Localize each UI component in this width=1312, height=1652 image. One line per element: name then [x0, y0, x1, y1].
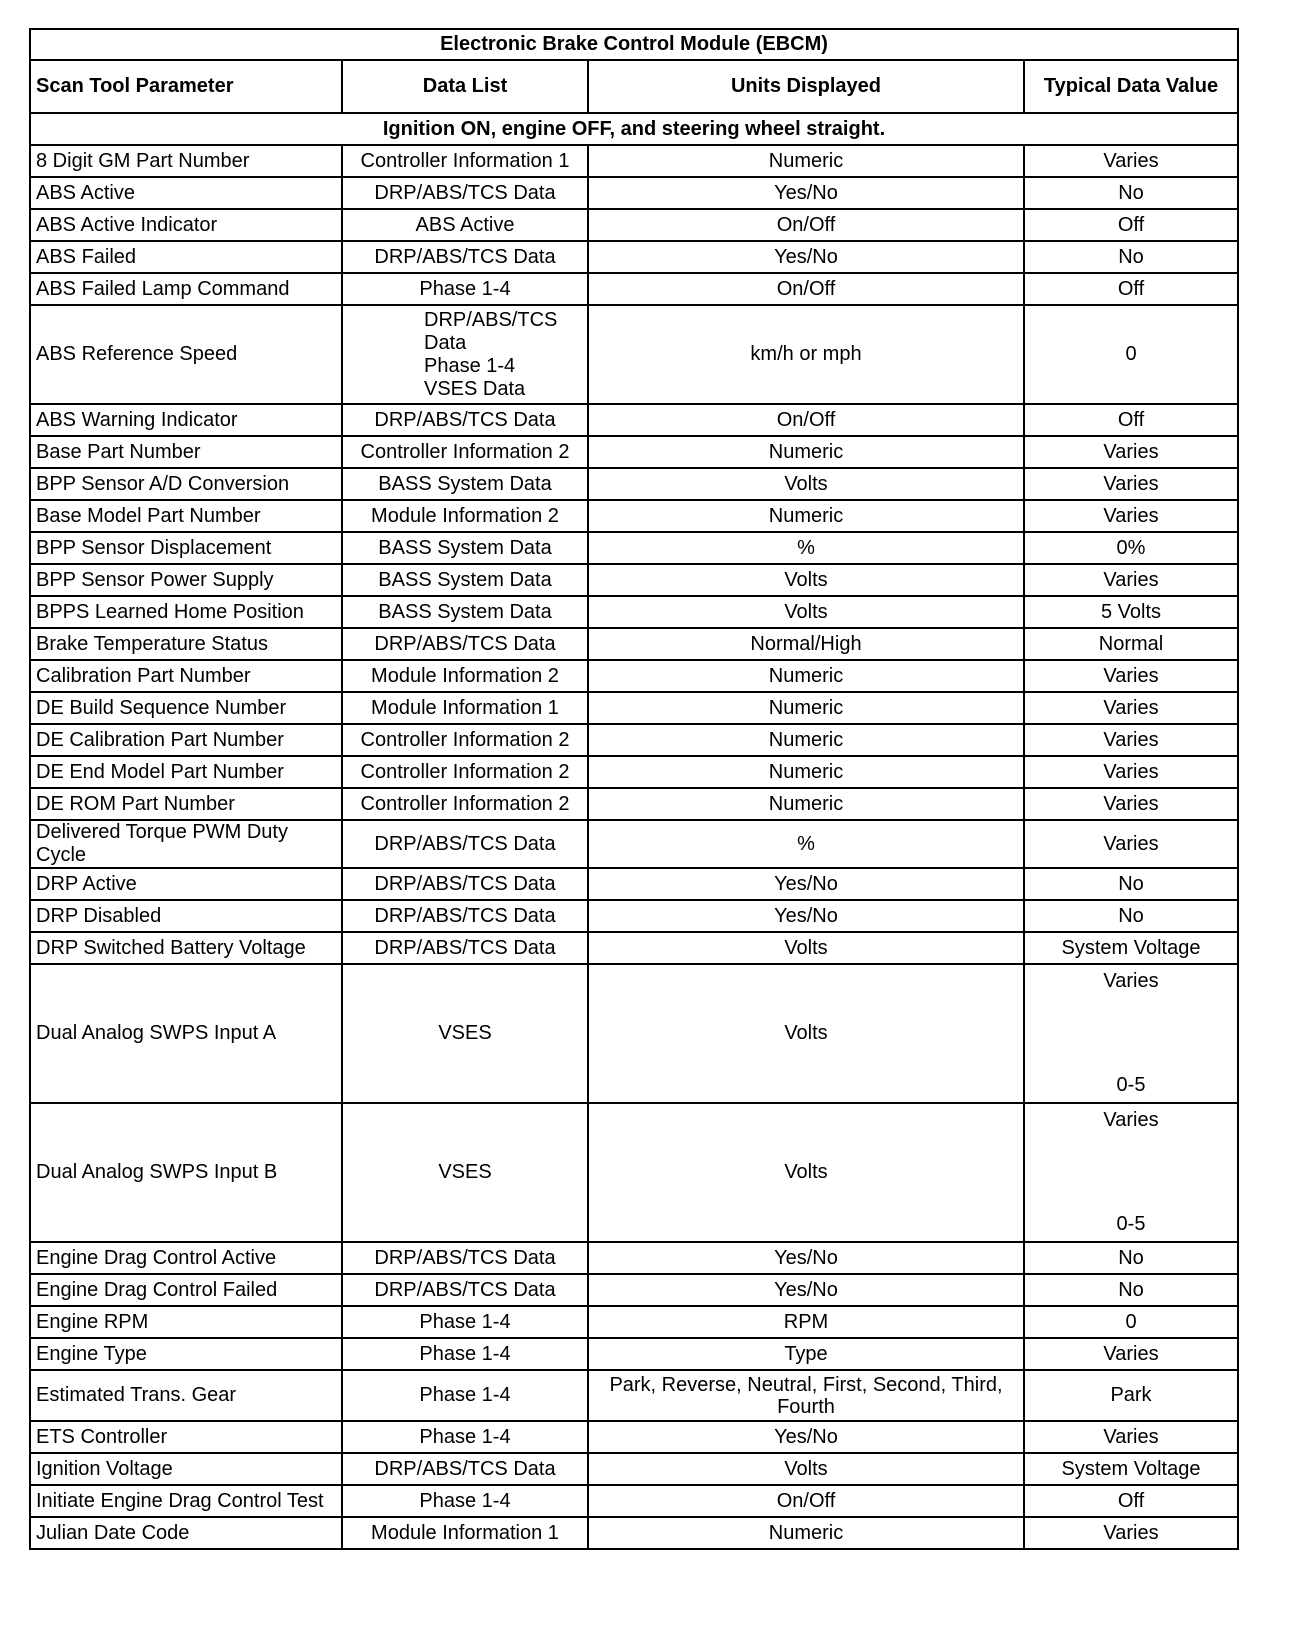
cell-units: Numeric [588, 692, 1024, 724]
table-row [30, 1103, 1238, 1242]
cell-param: DRP Switched Battery Voltage [30, 932, 342, 964]
cell-param: ETS Controller [30, 1421, 342, 1453]
cell-units: Park, Reverse, Neutral, First, Second, Third, Fourth [588, 1370, 1024, 1421]
cell-data-list: BASS System Data [342, 468, 588, 500]
cell-units: % [588, 532, 1024, 564]
cell-param: ABS Active [30, 177, 342, 209]
cell-units: Yes/No [588, 1274, 1024, 1306]
table-row [30, 964, 1238, 1103]
table-row [30, 1370, 1238, 1421]
cell-param: ABS Failed [30, 241, 342, 273]
cell-data-list: Controller Information 2 [342, 756, 588, 788]
table-row [30, 900, 1238, 932]
cell-value: Varies [1024, 145, 1238, 177]
table-row [30, 932, 1238, 964]
cell-data-list: DRP/ABS/TCS Data [342, 241, 588, 273]
cell-value: Varies [1024, 756, 1238, 788]
cell-param: 8 Digit GM Part Number [30, 145, 342, 177]
cell-value: Park [1024, 1370, 1238, 1421]
table-title: Electronic Brake Control Module (EBCM) [30, 29, 1238, 60]
header-typical-data-value: Typical Data Value [1024, 60, 1238, 113]
cell-data-list: DRP/ABS/TCS Data [342, 404, 588, 436]
condition-row [30, 113, 1238, 145]
cell-units: RPM [588, 1306, 1024, 1338]
cell-param: Engine RPM [30, 1306, 342, 1338]
table-row [30, 1421, 1238, 1453]
data-list-line: VSES Data [424, 377, 526, 400]
table-row [30, 532, 1238, 564]
cell-data-list: Module Information 2 [342, 500, 588, 532]
cell-param: Base Model Part Number [30, 500, 342, 532]
table-row [30, 273, 1238, 305]
table-row [30, 1485, 1238, 1517]
cell-param: DRP Active [30, 868, 342, 900]
cell-value: 0 [1024, 305, 1238, 404]
cell-value: No [1024, 1274, 1238, 1306]
table-row [30, 564, 1238, 596]
cell-units: Type [588, 1338, 1024, 1370]
cell-value: Varies [1024, 820, 1238, 868]
header-scan-tool-parameter: Scan Tool Parameter [30, 60, 342, 113]
table-row [30, 724, 1238, 756]
cell-units: On/Off [588, 209, 1024, 241]
cell-units: Numeric [588, 660, 1024, 692]
table-title-row [30, 29, 1238, 60]
cell-value: Off [1024, 1485, 1238, 1517]
cell-value: Varies [1024, 1338, 1238, 1370]
cell-data-list: Controller Information 2 [342, 436, 588, 468]
cell-value: Off [1024, 209, 1238, 241]
table-row [30, 404, 1238, 436]
cell-data-list: BASS System Data [342, 564, 588, 596]
cell-data-list: DRP/ABS/TCS Data [342, 868, 588, 900]
cell-units: Yes/No [588, 868, 1024, 900]
table-row [30, 756, 1238, 788]
cell-param: Engine Drag Control Failed [30, 1274, 342, 1306]
cell-param: BPP Sensor A/D Conversion [30, 468, 342, 500]
cell-data-list: Phase 1-4 [342, 1370, 588, 1421]
cell-units: km/h or mph [588, 305, 1024, 404]
table-row [30, 1242, 1238, 1274]
table-row [30, 500, 1238, 532]
cell-data-list: Controller Information 1 [342, 145, 588, 177]
cell-units: Numeric [588, 145, 1024, 177]
cell-data-list: DRP/ABS/TCS Data [342, 932, 588, 964]
ebcm-table-container [29, 28, 1237, 1550]
table-row [30, 209, 1238, 241]
data-list-line: Data [424, 331, 467, 354]
cell-units: Volts [588, 468, 1024, 500]
cell-value: System Voltage [1024, 932, 1238, 964]
cell-units: Volts [588, 596, 1024, 628]
cell-data-list: DRP/ABS/TCS Data [342, 820, 588, 868]
cell-units: % [588, 820, 1024, 868]
cell-units: Volts [588, 932, 1024, 964]
cell-value: Normal [1024, 628, 1238, 660]
table-row [30, 596, 1238, 628]
cell-data-list: Phase 1-4 [342, 1421, 588, 1453]
table-row [30, 1274, 1238, 1306]
cell-units: Volts [588, 1103, 1024, 1242]
table-row [30, 1453, 1238, 1485]
cell-units: On/Off [588, 1485, 1024, 1517]
cell-units: Yes/No [588, 177, 1024, 209]
cell-param: Estimated Trans. Gear [30, 1370, 342, 1421]
cell-value: 5 Volts [1024, 596, 1238, 628]
cell-units: Normal/High [588, 628, 1024, 660]
cell-data-list: VSES [342, 1103, 588, 1242]
cell-units: Numeric [588, 756, 1024, 788]
table-row [30, 305, 1238, 404]
cell-param: BPP Sensor Displacement [30, 532, 342, 564]
cell-units: Volts [588, 564, 1024, 596]
cell-data-list: BASS System Data [342, 596, 588, 628]
cell-value: 0 [1024, 1306, 1238, 1338]
cell-param: Initiate Engine Drag Control Test [30, 1485, 342, 1517]
cell-units: Numeric [588, 788, 1024, 820]
table-row [30, 788, 1238, 820]
cell-param: Brake Temperature Status [30, 628, 342, 660]
cell-param: Engine Type [30, 1338, 342, 1370]
cell-units: Volts [588, 964, 1024, 1103]
cell-units: Yes/No [588, 1421, 1024, 1453]
cell-param: ABS Failed Lamp Command [30, 273, 342, 305]
cell-data-list: Controller Information 2 [342, 724, 588, 756]
header-units-displayed: Units Displayed [588, 60, 1024, 113]
cell-value [1024, 964, 1238, 1103]
cell-value: Varies [1024, 1517, 1238, 1549]
cell-value: No [1024, 177, 1238, 209]
cell-value: Varies [1024, 724, 1238, 756]
cell-units: Numeric [588, 1517, 1024, 1549]
cell-param: Dual Analog SWPS Input B [30, 1103, 342, 1242]
cell-param: BPPS Learned Home Position [30, 596, 342, 628]
data-list-line: Phase 1-4 [424, 354, 516, 377]
cell-value: System Voltage [1024, 1453, 1238, 1485]
cell-value: Off [1024, 273, 1238, 305]
cell-value: Varies [1024, 564, 1238, 596]
table-row [30, 177, 1238, 209]
table-row [30, 1517, 1238, 1549]
table-row [30, 241, 1238, 273]
header-row [30, 60, 1238, 113]
cell-data-list: Phase 1-4 [342, 1306, 588, 1338]
cell-value: Varies [1024, 1421, 1238, 1453]
cell-param: Engine Drag Control Active [30, 1242, 342, 1274]
cell-param: ABS Warning Indicator [30, 404, 342, 436]
cell-data-list: ABS Active [342, 209, 588, 241]
cell-data-list: Module Information 1 [342, 692, 588, 724]
value-split [1030, 970, 1232, 1097]
cell-data-list: DRP/ABS/TCS Data [342, 1242, 588, 1274]
cell-data-list: DRP/ABS/TCS Data [342, 900, 588, 932]
cell-param: DE Calibration Part Number [30, 724, 342, 756]
cell-data-list: DRP/ABS/TCS Data [342, 177, 588, 209]
table-row [30, 145, 1238, 177]
cell-param: DE End Model Part Number [30, 756, 342, 788]
cell-value: Varies [1024, 436, 1238, 468]
cell-param: ABS Reference Speed [30, 305, 342, 404]
cell-value: 0% [1024, 532, 1238, 564]
cell-units: Yes/No [588, 1242, 1024, 1274]
cell-data-list: Phase 1-4 [342, 1338, 588, 1370]
cell-data-list [342, 305, 588, 404]
value-top: Varies [1103, 970, 1159, 992]
cell-param: Delivered Torque PWM Duty Cycle [30, 820, 342, 868]
cell-units: Numeric [588, 436, 1024, 468]
cell-data-list: Controller Information 2 [342, 788, 588, 820]
value-top: Varies [1103, 1109, 1159, 1131]
cell-value: Varies [1024, 468, 1238, 500]
value-bottom: 0-5 [1116, 1074, 1146, 1096]
cell-value: No [1024, 900, 1238, 932]
table-row [30, 820, 1238, 868]
cell-data-list: Phase 1-4 [342, 1485, 588, 1517]
cell-param: BPP Sensor Power Supply [30, 564, 342, 596]
cell-data-list: Phase 1-4 [342, 273, 588, 305]
cell-param: Julian Date Code [30, 1517, 342, 1549]
cell-value: No [1024, 1242, 1238, 1274]
cell-units: Numeric [588, 500, 1024, 532]
cell-data-list: DRP/ABS/TCS Data [342, 1274, 588, 1306]
cell-units: Yes/No [588, 241, 1024, 273]
cell-data-list: BASS System Data [342, 532, 588, 564]
cell-units: Volts [588, 1453, 1024, 1485]
cell-data-list: DRP/ABS/TCS Data [342, 1453, 588, 1485]
cell-param: DE ROM Part Number [30, 788, 342, 820]
table-row [30, 660, 1238, 692]
value-split [1030, 1109, 1232, 1236]
table-row [30, 628, 1238, 660]
table-row [30, 468, 1238, 500]
cell-param: ABS Active Indicator [30, 209, 342, 241]
cell-units: Yes/No [588, 900, 1024, 932]
cell-param: Ignition Voltage [30, 1453, 342, 1485]
cell-param: Dual Analog SWPS Input A [30, 964, 342, 1103]
table-row [30, 1338, 1238, 1370]
cell-data-list: DRP/ABS/TCS Data [342, 628, 588, 660]
table-row [30, 868, 1238, 900]
table-row [30, 436, 1238, 468]
cell-value: Off [1024, 404, 1238, 436]
cell-value [1024, 1103, 1238, 1242]
data-list-line: DRP/ABS/TCS [424, 308, 558, 331]
cell-param: DE Build Sequence Number [30, 692, 342, 724]
cell-param: Base Part Number [30, 436, 342, 468]
condition-text: Ignition ON, engine OFF, and steering wheel straight. [30, 113, 1238, 145]
cell-data-list: VSES [342, 964, 588, 1103]
cell-value: No [1024, 241, 1238, 273]
cell-units: Numeric [588, 724, 1024, 756]
cell-param: DRP Disabled [30, 900, 342, 932]
cell-param: Calibration Part Number [30, 660, 342, 692]
cell-units: On/Off [588, 273, 1024, 305]
cell-value: No [1024, 868, 1238, 900]
cell-value: Varies [1024, 660, 1238, 692]
table-row [30, 1306, 1238, 1338]
cell-value: Varies [1024, 788, 1238, 820]
cell-data-list: Module Information 2 [342, 660, 588, 692]
cell-data-list: Module Information 1 [342, 1517, 588, 1549]
header-data-list: Data List [342, 60, 588, 113]
value-bottom: 0-5 [1116, 1213, 1146, 1235]
ebcm-data-table [29, 28, 1239, 1550]
table-row [30, 692, 1238, 724]
cell-value: Varies [1024, 500, 1238, 532]
cell-units: On/Off [588, 404, 1024, 436]
cell-value: Varies [1024, 692, 1238, 724]
